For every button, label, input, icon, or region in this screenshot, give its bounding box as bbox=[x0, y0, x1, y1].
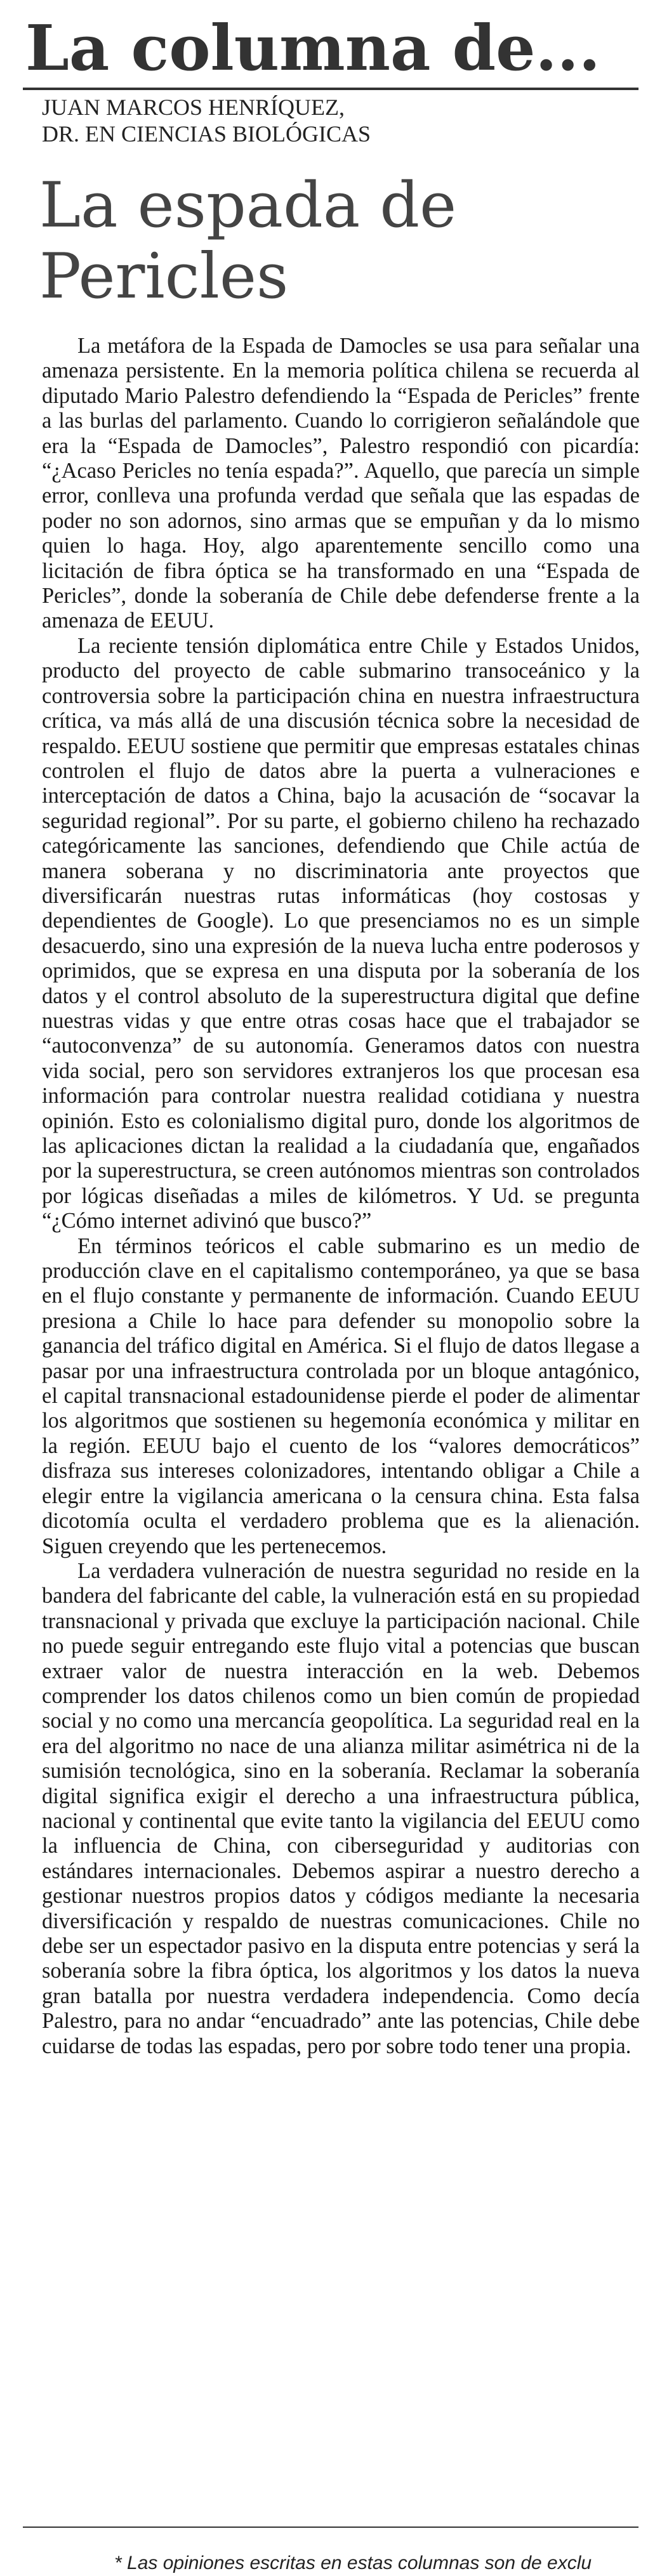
headline-line-2: Pericles bbox=[39, 240, 289, 313]
title-divider bbox=[23, 88, 638, 90]
paragraph-4: La verdadera vulneración de nuestra seguridad no reside en la bandera del fabricante del cable, la vulneración está en su propiedad transnacional y privada que excluye la participación nacional. Chile no puede seguir entregando este flujo vital a potencias que buscan extraer valor de nuestra interacción en la web. Debemos comprender los datos chilenos como un bien común de propiedad social y no como una mercancía geopolítica. La seguridad real en la era del algoritmo no nace de una alianza militar asimétrica ni de la sumisión tecnológica, sino en la soberanía. Reclamar la soberanía digital significa exigir el derecho a una infraestructura pública, nacional y continental que evite tanto la vigilancia del EEUU como la influencia de China, con ciberseguridad y auditorias con estándares internacionales. Debemos aspirar a nuestro derecho a gestionar nuestros propios datos y códigos mediante la necesaria diversificación y respaldo de nuestras comunicaciones. Chile no debe ser un espectador pasivo en la disputa entre potencias y será la soberanía sobre la fibra óptica, los algoritmos y los datos la nueva gran batalla por nuestra verdadera independencia. Como decía Palestro, para no andar “encuadrado” ante las potencias, Chile debe cuidarse de todas las espadas, pero por sobre todo tener una propia. bbox=[42, 1558, 640, 2058]
author-credentials: DR. EN CIENCIAS BIOLÓGICAS bbox=[42, 121, 371, 147]
disclaimer-note: * Las opiniones escritas en estas columnas son de exclu bbox=[114, 2553, 592, 2573]
author-name: JUAN MARCOS HENRÍQUEZ, bbox=[42, 95, 345, 120]
paragraph-2: La reciente tensión diplomática entre Chile y Estados Unidos, producto del proyecto de cable submarino transoceánico y la controversia sobre la participación china en nuestra infraestructura crítica, va más allá de una discusión técnica sobre la necesidad de respaldo. EEUU sostiene que permitir que empresas estatales chinas controlen el flujo de datos abre la puerta a vulneraciones e interceptación de datos a China, bajo la acusación de “socavar la seguridad regional”. Por su parte, el gobierno chileno ha rechazado categóricamente las sanciones, defendiendo que Chile actúa de manera soberana y no discriminatoria ante proyectos que diversificarán nuestras rutas informáticas (hoy costosas y dependientes de Google). Lo que presenciamos no es un simple desacuerdo, sino una expresión de la nueva lucha entre poderosos y oprimidos, que se expresa en una disputa por la soberanía de los datos y el control absoluto de la superestructura digital que define nuestras vidas y que entre otras cosas hace que el trabajador se “autoconvenza” de su autonomía. Generamos datos con nuestra vida social, pero son servidores extranjeros los que procesan esa información para controlar nuestra realidad cotidiana y nuestra opinión. Esto es colonialismo digital puro, donde los algoritmos de las aplicaciones dictan la realidad a la ciudadanía que, engañados por la superestructura, se creen autónomos mientras son controlados por lógicas diseñadas a miles de kilómetros. Y Ud. se pregunta “¿Cómo internet adivinó que busco?” bbox=[42, 633, 640, 1233]
paragraph-3: En términos teóricos el cable submarino es un medio de producción clave en el capitalismo contemporáneo, ya que se basa en el flujo constante y permanente de información. Cuando EEUU presiona a Chile lo hace para defender su monopolio sobre la ganancia del tráfico digital en América. Si el flujo de datos llegase a pasar por una infraestructura controlada por un bloque antagónico, el capital transnacional estadounidense pierde el poder de alimentar los algoritmos que sostienen su hegemonía económica y militar en la región. EEUU bajo el cuento de los “valores democráticos” disfraza sus intereses colonizadores, intentando obligar a Chile a elegir entre la vigilancia americana o la censura china. Esta falsa dicotomía oculta el verdadero problema que es la alienación. Siguen creyendo que les pertenecemos. bbox=[42, 1233, 640, 1558]
footer-divider bbox=[23, 2527, 638, 2528]
author-block bbox=[42, 94, 371, 147]
headline-line-1: La espada de bbox=[39, 169, 457, 242]
article-headline bbox=[39, 170, 611, 312]
article-body bbox=[42, 334, 640, 2059]
paragraph-1: La metáfora de la Espada de Damocles se usa para señalar una amenaza persistente. En la memoria política chilena se recuerda al diputado Mario Palestro defendiendo la “Espada de Pericles” frente a las burlas del parlamento. Cuando lo corrigieron señalándole que era la “Espada de Damocles”, Palestro respondió con picardía: “¿Acaso Pericles no tenía espada?”. Aquello, que parecía un simple error, conlleva una profunda verdad que señala que las espadas de poder no son adornos, sino armas que se empuñan y da lo mismo quien lo haga. Hoy, algo aparentemente sencillo como una licitación de fibra óptica se ha transformado en una “Espada de Pericles”, donde la soberanía de Chile debe defenderse frente a la amenaza de EEUU. bbox=[42, 334, 640, 633]
column-title: La columna de... bbox=[25, 12, 600, 85]
